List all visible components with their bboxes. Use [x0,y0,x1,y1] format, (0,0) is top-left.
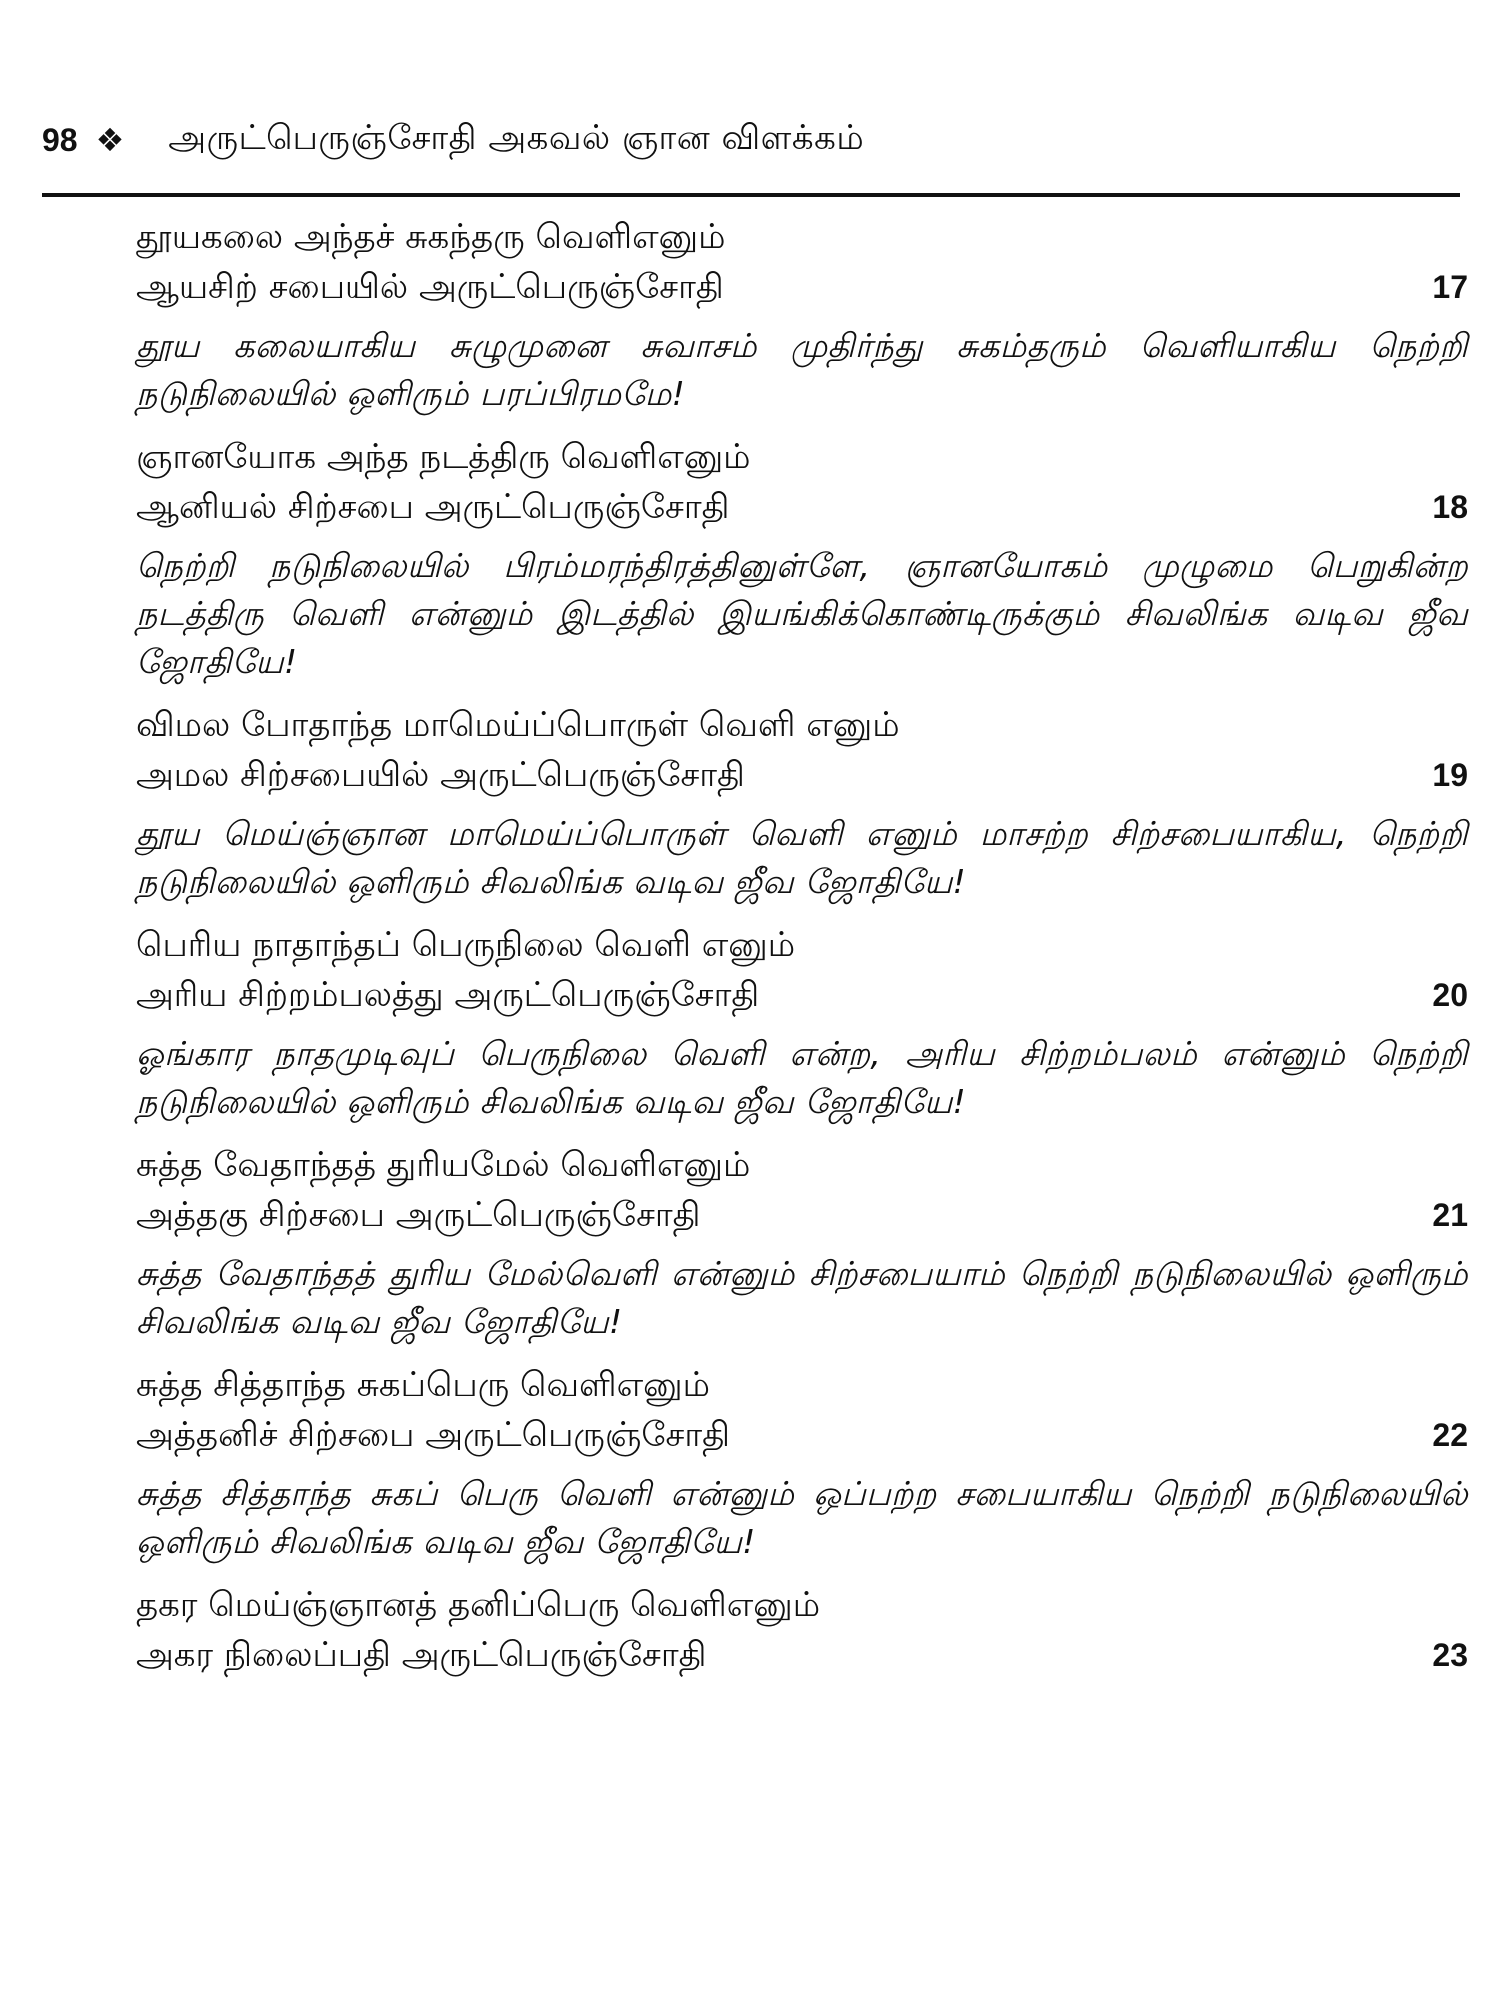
verse-line-2 [136,1190,1468,1240]
verse-text: ஆனியல் சிற்சபை அருட்பெருஞ்சோதி [136,487,730,527]
verse-line-2 [136,262,1468,312]
verse-line-2 [136,1630,1468,1680]
commentary: நெற்றி நடுநிலையில் பிரம்மரந்திரத்தினுள்ளே, ஞானயோகம் முழுமை பெறுகின்ற நடத்திரு வெளி என்னும் இடத்தில் இயங்கிக்கொண்டிருக்கும் சிவலிங்க வடிவ ஜீவ ஜோதியே! [136,546,1468,681]
verse-number: 17 [1432,269,1468,305]
verse-line-2 [136,1410,1468,1460]
commentary: தூய கலையாகிய சுழுமுனை சுவாசம் முதிர்ந்து சுகம்தரும் வெளியாகிய நெற்றி நடுநிலையில் ஒளிரும் பரப்பிரமமே! [136,326,1468,413]
verse-number: 22 [1432,1417,1468,1453]
stanza-21 [136,1140,1468,1346]
verse-line-1: ஞானயோக அந்த நடத்திரு வெளிஎனும் [136,437,751,477]
verse-line-1: தகர மெய்ஞ்ஞானத் தனிப்பெரு வெளிஎனும் [136,1585,821,1625]
commentary: சுத்த வேதாந்தத் துரிய மேல்வெளி என்னும் சிற்சபையாம் நெற்றி நடுநிலையில் ஒளிரும் சிவலிங்க வடிவ ஜீவ ஜோதியே! [136,1254,1468,1341]
verse-number: 23 [1432,1637,1468,1673]
verse-text: அரிய சிற்றம்பலத்து அருட்பெருஞ்சோதி [136,975,760,1015]
verse-line-1: தூயகலை அந்தச் சுகந்தரு வெளிஎனும் [136,217,726,257]
header-rule [42,193,1460,197]
commentary: சுத்த சித்தாந்த சுகப் பெரு வெளி என்னும் ஒப்பற்ற சபையாகிய நெற்றி நடுநிலையில் ஒளிரும் சிவலிங்க வடிவ ஜீவ ஜோதியே! [136,1474,1468,1561]
verse-line-2 [136,750,1468,800]
verse-number: 20 [1432,977,1468,1013]
verse-line-2 [136,970,1468,1020]
verse-number: 18 [1432,489,1468,525]
commentary: ஓங்கார நாதமுடிவுப் பெருநிலை வெளி என்ற, அரிய சிற்றம்பலம் என்னும் நெற்றி நடுநிலையில் ஒளிரும் சிவலிங்க வடிவ ஜீவ ஜோதியே! [136,1034,1468,1121]
stanza-23 [136,1580,1468,1680]
verse-line-2 [136,482,1468,532]
commentary: தூய மெய்ஞ்ஞான மாமெய்ப்பொருள் வெளி எனும் மாசற்ற சிற்சபையாகிய, நெற்றி நடுநிலையில் ஒளிரும் சிவலிங்க வடிவ ஜீவ ஜோதியே! [136,814,1468,901]
verse-number: 19 [1432,757,1468,793]
ornament-icon: ❖ [95,121,125,159]
verse-text: அத்தனிச் சிற்சபை அருட்பெருஞ்சோதி [136,1415,731,1455]
verse-text: அகர நிலைப்பதி அருட்பெருஞ்சோதி [136,1635,707,1675]
verse-number: 21 [1432,1197,1468,1233]
verse-line-1: விமல போதாந்த மாமெய்ப்பொருள் வெளி எனும் [136,705,900,745]
running-title: அருட்பெருஞ்சோதி அகவல் ஞான விளக்கம் [168,118,865,158]
stanza-19 [136,700,1468,906]
verse-text: அத்தகு சிற்சபை அருட்பெருஞ்சோதி [136,1195,701,1235]
page-content [136,212,1468,1690]
stanza-20 [136,920,1468,1126]
stanza-18 [136,432,1468,686]
verse-line-1: பெரிய நாதாந்தப் பெருநிலை வெளி எனும் [136,925,796,965]
page-number: 98 [42,121,78,158]
verse-text: அமல சிற்சபையில் அருட்பெருஞ்சோதி [136,755,745,795]
stanza-17 [136,212,1468,418]
verse-line-1: சுத்த வேதாந்தத் துரியமேல் வெளிஎனும் [136,1145,751,1185]
running-header [42,110,1462,170]
verse-line-1: சுத்த சித்தாந்த சுகப்பெரு வெளிஎனும் [136,1365,710,1405]
verse-text: ஆயசிற் சபையில் அருட்பெருஞ்சோதி [136,267,724,307]
stanza-22 [136,1360,1468,1566]
